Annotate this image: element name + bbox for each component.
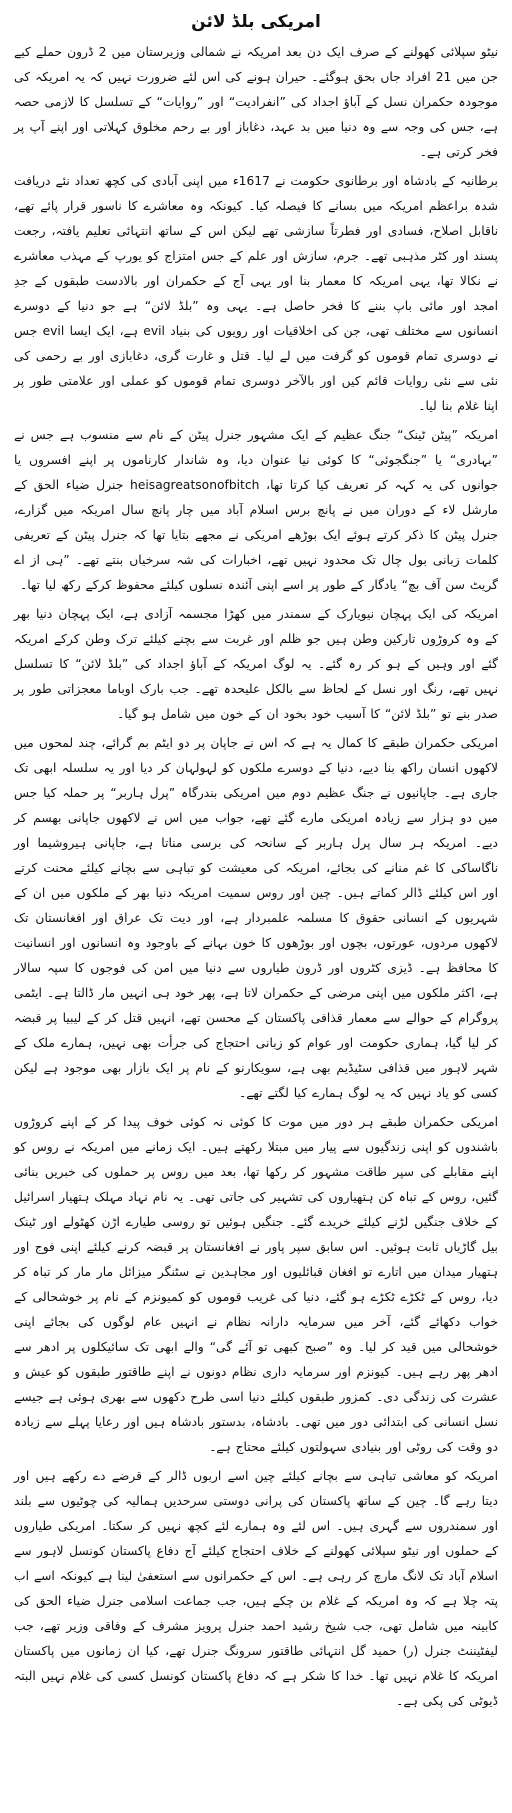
paragraph: امریکی حکمران طبقے کا کمال یہ ہے کہ اس نے جاپان پر دو ایٹم بم گرائے، چند لمحوں میں لاکھوں انسان راکھ بنا دیے، دنیا کے دوسرے ملکوں کو لہولہان کر دیا اور یہ سلسلہ ابھی تک جاری ہے۔ جاپانیوں نے جنگ عظیم دوم میں امریکی بندرگاہ ”پرل ہاربر“ پر حملہ کیا جس میں دو ہزار سے زیادہ امریکی مارے گئے تھے، جواب میں اس نے لاکھوں جاپانی بھسم کر دیے۔ امریکہ ہر سال پرل ہاربر کے سانحہ کی برسی مناتا ہے، جاپانی ہیروشیما اور ناگاساکی کا غم منانے کی بجائے، امریکہ کی معیشت کو تباہی سے بچانے کیلئے محنت کرتے اور اس کیلئے ڈالر کماتے ہیں۔ چین اور روس سمیت امریکہ دنیا بھر کے ملکوں میں ان کے شہریوں کے انسانی حقوق کا مسلمہ علمبردار ہے، اور دیت تک عراق اور افغانستان تک لاکھوں مردوں، عورتوں، بچوں اور بوڑھوں کا خون بہانے کے باوجود وہ انسانوں اور انسانیت کا محافظ ہے۔ ڈیزی کٹروں اور ڈرون طیاروں سے دنیا میں امن کی فوجوں کا سپہ سالار ہے، اکثر ملکوں میں اپنی مرضی کے حکمران لاتا ہے، پھر خود ہی انہیں مار ڈالتا ہے۔ ایٹمی پروگرام کے حوالے سے معمار قذافی پاکستان کے محسن تھے، انہیں قتل کر کے لیبیا پر قبضہ کر لیا گیا، ہماری حکومت اور عوام کو زبانی احتجاج کی جرأت بھی نہیں، ہمارے ملک کے شہر لاہور میں قذافی سٹیڈیم بھی ہے، سویکارنو کے نام پر ایک بازار بھی موجود ہے لیکن کسی کو یاد نہیں کہ یہ لوگ ہمارے کیا لگتے تھے۔ bbox=[14, 736, 498, 1100]
paragraph: امریکہ ”پیٹن ٹینک“ جنگ عظیم کے ایک مشہور جنرل پیٹن کے نام سے منسوب ہے جس نے ”بہادری“ یا ”جنگجوئی“ کا کوئی نیا عنوان دیا، وہ شاندار کارناموں پر اپنے افسروں یا جوانوں کی یہ کہہ کر تعریف کیا کرتا تھا، heisagreatsonofbitch جنرل ضیاء الحق کے مارشل لاء کے دوران میں نے پانچ برس اسلام آباد میں چار پانچ سال امریکہ میں گزارے، جنرل پیٹن کا ذکر کرتے ہوئے ایک بوڑھے امریکی نے مجھے بتایا تھا کہ جنرل پیٹن کے تعریفی کلمات زبانی بول چال تک محدود نہیں تھے، اخبارات کی شہ سرخیاں بنتے تھے۔ ”ہی از اے گریٹ سن آف بچ“ یادگار کے طور پر اسے اپنی آئندہ نسلوں کیلئے محفوظ کرکے رکھ لیا تھا۔ bbox=[14, 428, 498, 592]
paragraph: امریکہ کو معاشی تباہی سے بچانے کیلئے چین اسے اربوں ڈالر کے قرضے دے رکھے ہیں اور دیتا رہے گا۔ چین کے ساتھ پاکستان کی پرانی دوستی سرحدیں ہمالیہ کی چوٹیوں سے بلند اور سمندروں سے گہری ہیں۔ اس لئے وہ ہمارے لئے کچھ نہیں کر سکتا۔ امریکی طیاروں کے حملوں اور نیٹو سپلائی کھولنے کے خلاف احتجاج کیلئے آج دفاع پاکستان کونسل لاہور سے اسلام آباد تک لانگ مارچ کر رہی ہے۔ اس کے حکمرانوں سے استعفیٰ لینا ہے کیونکہ اسے اب پتہ چلا ہے کہ وہ امریکہ کے غلام بن چکے ہیں، جب جماعت اسلامی جنرل ضیاء الحق کی کابینہ میں شامل تھی، جب شیخ رشید احمد جنرل پرویز مشرف کے وفاقی وزیر تھے، جب لیفٹیننٹ جنرل (ر) حمید گل انتہائی طاقتور سرونگ جنرل تھے، کیا ان زمانوں میں پاکستان امریکہ کا غلام نہیں تھا۔ خدا کا شکر ہے کہ دفاع پاکستان کونسل کسی کی غلام نہیں البتہ ڈیوٹی کی پکی ہے۔ bbox=[14, 1469, 498, 1708]
article-headline: امریکی بلڈ لائن bbox=[191, 12, 321, 32]
paragraph: نیٹو سپلائی کھولنے کے صرف ایک دن بعد امریکہ نے شمالی وزیرستان میں 2 ڈرون حملے کیے جن میں 21 افراد جاں بحق ہوگئے۔ حیران ہونے کی اس لئے ضرورت نہیں کہ یہ امریکہ کی موجودہ حکمران نسل کے آباؤ اجداد کی ”انفرادیت“ اور ”روایات“ کے تسلسل کا لازمی حصہ ہے، جس کی وجہ سے وہ دنیا میں بد عہد، دغاباز اور بے رحم مخلوق کہلاتی اور اپنے آپ پر فخر کرتی ہے۔ bbox=[14, 45, 498, 159]
paragraph: برطانیہ کے بادشاہ اور برطانوی حکومت نے 1617ء میں اپنی آبادی کی کچھ تعداد نئے دریافت شدہ براعظم امریکہ میں بسانے کا فیصلہ کیا۔ کیونکہ وہ معاشرے کا ناسور قرار پائے تھے، ناقابل اصلاح، فسادی اور فطرتاً سازشی تھے لیکن اس کے ساتھ انتہائی تعلیم یافتہ، رجعت پسند اور کٹر مذہبی تھے۔ جرم، سازش اور علم کے جس امتزاج کو یورپ کے مہذب معاشرے نے نکالا تھا، یہی امریکہ کا معمار بنا اور یہی آج کے حکمران اور بالادست طبقوں کے جدِ امجد اور مائی باپ بننے کا فخر حاصل ہے۔ یہی وہ ”بلڈ لائن“ ہے جو دنیا کے دوسرے انسانوں سے مختلف تھی، جن کی اخلاقیات اور رویوں کی بنیاد evil ہے، ایک ایسا evil جس نے دوسری تمام قوموں کو گرفت میں لے لیا۔ قتل و غارت گری، دغابازی اور بے رحمی کی نئی سے نئی روایات قائم کیں اور بالآخر دوسری تمام قوموں کو عملی اور علامتی طور پر اپنا غلام بنا لیا۔ bbox=[14, 174, 498, 413]
paragraph: امریکی حکمران طبقے ہر دور میں موت کا کوئی نہ کوئی خوف پیدا کر کے اپنے کروڑوں باشندوں کو اپنی زندگیوں سے پیار میں مبتلا رکھتے ہیں۔ ایک زمانے میں امریکہ نے روس کو اپنے مقابلے کی سپر طاقت مشہور کر رکھا تھا، بعد میں روس پر حملوں کی خبریں بنائی گئیں، روس کے تباہ کن ہتھیاروں کی تشہیر کی جاتی تھی۔ یہ نام نہاد مہلک ہتھیار اسرائیل کے خلاف جنگیں لڑنے کیلئے خریدے گئے۔ جنگیں ہوئیں تو روسی طیارے اڑن کھٹولے اور ٹینک بیل گاڑیاں ثابت ہوئیں۔ اس سابق سپر پاور نے افغانستان پر قبضہ کرنے کیلئے اپنی فوج اور ہتھیار میدان میں اتارے تو افغان قبائلیوں اور مجاہدین نے سٹنگر میزائل مار مار کر تباہ کر دیا، روس کے ٹکڑے ٹکڑے ہو گئے، دنیا کی غریب قوموں کو کمیونزم کے نام پر خوشحالی کے خواب دکھائے گئے، آخر میں سرمایہ دارانہ نظام نے انہیں عام لوگوں کی بجائے اپنی خوشحالی میں قید کر لیا۔ وہ ”صبح کبھی تو آئے گی“ والے ابھی تک سائیکلوں پر ادھر سے ادھر پھر رہے ہیں۔ کیونزم اور سرمایہ داری نظام دونوں نے اپنے طاقتور طبقوں کو عیش و عشرت کی زندگی دی۔ کمزور طبقوں کیلئے دنیا اسی طرح دکھوں سے بھری ہوئی ہے جیسے نسل انسانی کی ابتدائی دور میں تھی۔ بادشاہ، بدستور بادشاہ ہیں اور رعایا پہلے سے زیادہ دو وقت کی روٹی اور بنیادی سہولتوں کیلئے محتاج ہے۔ bbox=[14, 1115, 498, 1454]
article-body bbox=[14, 40, 498, 1714]
paragraph: امریکہ کی ایک پہچان نیویارک کے سمندر میں کھڑا مجسمہ آزادی ہے، ایک پہچان دنیا بھر کے وہ کروڑوں تارکین وطن ہیں جو ظلم اور غربت سے بچنے کیلئے ترک وطن کرکے امریکہ گئے اور وہیں کے ہو کر رہ گئے۔ یہ لوگ امریکہ کے آباؤ اجداد کی ”بلڈ لائن“ کا تسلسل نہیں تھے، رنگ اور نسل کے لحاظ سے بالکل علیحدہ تھے۔ جب بارک اوباما معجزاتی طور پر صدر بنے تو ”بلڈ لائن“ کا آسیب خود بخود ان کے خون میں شامل ہو گیا۔ bbox=[14, 607, 498, 721]
